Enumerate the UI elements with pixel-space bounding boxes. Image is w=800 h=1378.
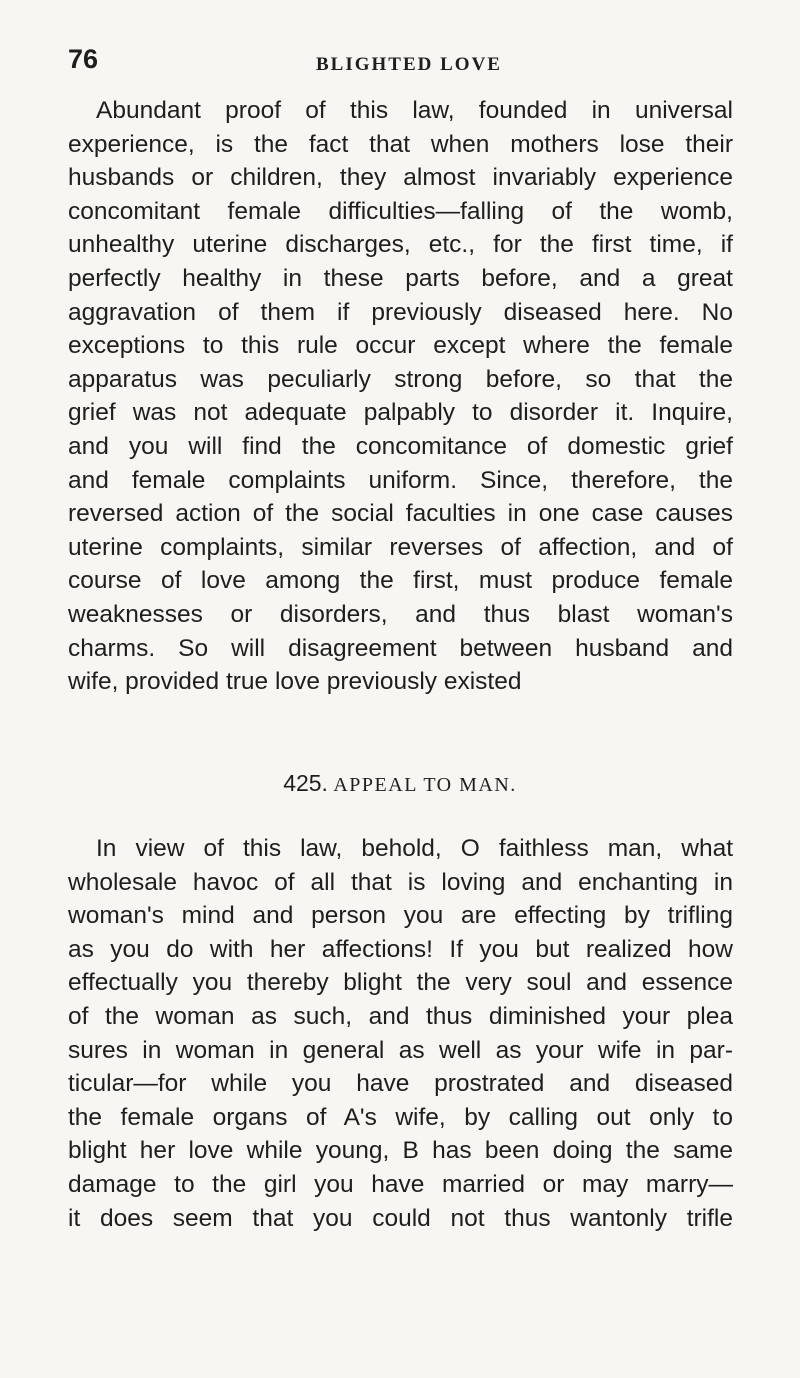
text-line: reversed action of the social faculties in one case causes [68,500,733,528]
text-line: wife, provided true love previously existed [68,668,522,696]
text-line: perfectly healthy in these parts before, and a great [68,264,733,292]
text-line: grief was not adequate palpably to disorder it. Inquire, [68,399,733,427]
section-title: APPEAL TO MAN. [333,774,517,796]
text-line: Abundant proof of this law, founded in universal [96,97,733,124]
text-line: blight her love while young, B has been doing the same [68,1137,733,1165]
running-head [68,40,732,80]
text-line: effectually you thereby blight the very soul and essence [68,969,733,997]
text-line: the female organs of A's wife, by calling out only to [68,1103,733,1131]
text-line: charms. So will disagreement between husband and [68,634,733,662]
text-line: uterine complaints, similar reverses of affection, and of [68,533,733,561]
running-title: BLIGHTED LOVE [316,54,502,75]
text-line: and female complaints uniform. Since, therefore, the [68,466,733,494]
paragraph-abundant-proof [68,94,733,699]
text-line: woman's mind and person you are effecting by trifling [68,902,733,930]
text-line: damage to the girl you have married or may marry— [68,1170,733,1198]
text-line: husbands or children, they almost invariably experience [68,164,733,192]
page-number: 76 [68,44,99,74]
text-line: apparatus was peculiarly strong before, so that the [68,365,733,393]
text-line: unhealthy uterine discharges, etc., for the first time, if [68,231,733,259]
text-line: experience, is the fact that when mothers lose their [68,130,733,158]
text-line: In view of this law, behold, O faithless man, what [96,835,733,862]
section-number: 425. [283,770,328,796]
text-line: exceptions to this rule occur except where the female [68,332,733,360]
text-line: and you will find the concomitance of domestic grief [68,432,733,460]
text-line: course of love among the first, must produce female [68,567,733,595]
text-line: sures in woman in general as well as your wife in par- [68,1036,733,1064]
section-heading [0,770,800,797]
paragraph-appeal-to-man [68,832,733,1235]
text-line: wholesale havoc of all that is loving and enchanting in [68,868,733,896]
text-line: of the woman as such, and thus diminished your plea [68,1002,733,1030]
text-line: it does seem that you could not thus wantonly trifle [68,1204,733,1232]
text-line: ticular—for while you have prostrated and diseased [68,1070,733,1098]
text-line: aggravation of them if previously diseased here. No [68,298,733,326]
text-line: weaknesses or disorders, and thus blast woman's [68,600,733,628]
text-line: concomitant female difficulties—falling of the womb, [68,197,733,225]
text-line: as you do with her affections! If you but realized how [68,935,733,963]
